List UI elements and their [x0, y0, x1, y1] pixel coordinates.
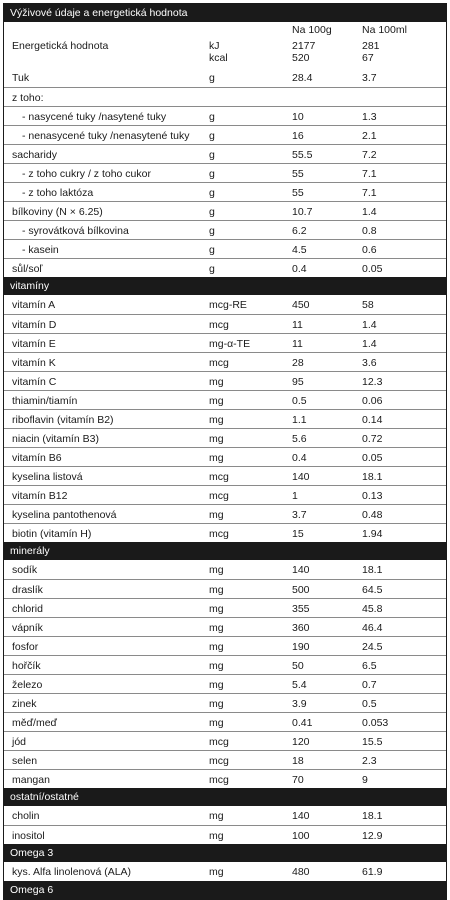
- value-per-100g: 11: [292, 319, 303, 331]
- nutrient-name: bílkoviny (N × 6.25): [12, 206, 103, 218]
- value-per-100ml: 9: [362, 774, 368, 786]
- value-per-100g: 10.7: [292, 206, 313, 218]
- energy-unit-kj: kJ: [209, 40, 220, 52]
- value-per-100g: 95: [292, 376, 304, 388]
- column-header-per-100ml: Na 100ml: [362, 24, 407, 36]
- nutrient-unit: mg: [209, 452, 224, 464]
- omega3-list: [4, 862, 446, 881]
- table-row: [4, 201, 446, 220]
- nutrient-unit: mg: [209, 866, 224, 878]
- nutrient-unit: g: [209, 244, 215, 256]
- nutrient-name: - nasycené tuky /nasytené tuky: [22, 111, 167, 123]
- nutrient-name: sacharidy: [12, 149, 57, 161]
- value-per-100g: 0.5: [292, 395, 307, 407]
- nutrient-unit: mg: [209, 679, 224, 691]
- nutrient-name: riboflavin (vitamín B2): [12, 414, 114, 426]
- table-row: [4, 428, 446, 447]
- value-per-100ml: 1.4: [362, 319, 377, 331]
- value-per-100g: 500: [292, 584, 310, 596]
- value-per-100ml: 15.5: [362, 736, 383, 748]
- nutrient-name: vitamín B6: [12, 452, 62, 464]
- nutrient-name: kyselina pantothenová: [12, 509, 117, 521]
- nutrient-unit: mg: [209, 622, 224, 634]
- nutrient-unit: mg: [209, 660, 224, 672]
- nutrient-name: mangan: [12, 774, 50, 786]
- table-row: [4, 617, 446, 636]
- nutrient-name: vitamín B12: [12, 490, 68, 502]
- table-row: [4, 333, 446, 352]
- value-per-100ml: 1.3: [362, 111, 377, 123]
- nutrient-name: - kasein: [22, 244, 59, 256]
- nutrient-name: vitamín A: [12, 299, 56, 311]
- nutrient-name: fosfor: [12, 641, 39, 653]
- table-row: [4, 579, 446, 598]
- energy-kcal-per-100ml: 67: [362, 52, 374, 64]
- nutrient-name: vitamín C: [12, 376, 57, 388]
- value-per-100ml: [362, 92, 442, 106]
- value-per-100ml: 1.94: [362, 528, 383, 540]
- omega3-header: Omega 3: [4, 844, 446, 862]
- nutrient-unit: mcg: [209, 319, 229, 331]
- energy-label: Energetická hodnota: [12, 40, 109, 52]
- value-per-100g: 0.41: [292, 717, 313, 729]
- nutrient-unit: mg: [209, 395, 224, 407]
- nutrient-name: selen: [12, 755, 38, 767]
- value-per-100ml: 0.05: [362, 452, 383, 464]
- table-row: [4, 693, 446, 712]
- table-row: [4, 239, 446, 258]
- value-per-100g: 5.6: [292, 433, 307, 445]
- table-row: [4, 523, 446, 542]
- table-row: [4, 125, 446, 144]
- value-per-100ml: 3.6: [362, 357, 377, 369]
- table-row: [4, 825, 446, 844]
- nutrient-unit: g: [209, 72, 215, 84]
- nutrient-name: - syrovátková bílkovina: [22, 225, 129, 237]
- nutrient-unit: mcg: [209, 755, 229, 767]
- other-header: ostatní/ostatné: [4, 788, 446, 806]
- nutrient-name: z toho:: [12, 92, 44, 104]
- value-per-100ml: 0.7: [362, 679, 377, 691]
- value-per-100g: 55: [292, 168, 304, 180]
- table-row: [4, 750, 446, 769]
- nutrient-name: kyselina listová: [12, 471, 83, 483]
- value-per-100g: 55: [292, 187, 304, 199]
- nutrient-name: vitamín E: [12, 338, 56, 350]
- value-per-100g: 100: [292, 830, 310, 842]
- table-row: [4, 258, 446, 277]
- nutrient-unit: mg: [209, 641, 224, 653]
- value-per-100ml: 0.053: [362, 717, 389, 729]
- value-per-100ml: 0.8: [362, 225, 377, 237]
- value-per-100g: 28.4: [292, 72, 313, 84]
- omega6-header: Omega 6: [4, 881, 446, 899]
- value-per-100g: 450: [292, 299, 310, 311]
- value-per-100g: 140: [292, 471, 310, 483]
- value-per-100g: 10: [292, 111, 304, 123]
- nutrient-unit: mcg: [209, 357, 229, 369]
- nutrient-unit: g: [209, 187, 215, 199]
- nutrient-name: vitamín D: [12, 319, 57, 331]
- nutrient-unit: g: [209, 149, 215, 161]
- table-row: [4, 163, 446, 182]
- nutrient-unit: mg: [209, 717, 224, 729]
- table-row: [4, 655, 446, 674]
- nutrient-name: Tuk: [12, 72, 30, 84]
- nutrient-unit: mg: [209, 376, 224, 388]
- energy-unit-kcal: kcal: [209, 52, 228, 64]
- table-row: [4, 371, 446, 390]
- nutrient-name: sodík: [12, 564, 38, 576]
- value-per-100g: 3.9: [292, 698, 307, 710]
- nutrient-name: měď/meď: [12, 717, 57, 729]
- nutrient-unit: g: [209, 206, 215, 218]
- nutrient-unit: mg: [209, 564, 224, 576]
- value-per-100ml: 46.4: [362, 622, 383, 634]
- nutrient-name: - nenasycené tuky /nenasytené tuky: [22, 130, 190, 142]
- value-per-100g: 355: [292, 603, 310, 615]
- value-per-100ml: 18.1: [362, 564, 383, 576]
- value-per-100g: [292, 92, 362, 106]
- vitamins-header: vitamíny: [4, 277, 446, 295]
- value-per-100g: 50: [292, 660, 304, 672]
- value-per-100g: 140: [292, 810, 310, 822]
- table-row: [4, 409, 446, 428]
- value-per-100g: 0.4: [292, 263, 307, 275]
- nutrient-unit: g: [209, 168, 215, 180]
- energy-kj-per-100ml: 281: [362, 40, 380, 52]
- table-row: [4, 106, 446, 125]
- value-per-100ml: 0.6: [362, 244, 377, 256]
- value-per-100g: 18: [292, 755, 304, 767]
- value-per-100ml: 24.5: [362, 641, 383, 653]
- table-row: [4, 447, 446, 466]
- value-per-100ml: 0.13: [362, 490, 383, 502]
- table-row: [4, 87, 446, 106]
- nutrient-unit: g: [209, 263, 215, 275]
- value-per-100g: 55.5: [292, 149, 313, 161]
- value-per-100g: 15: [292, 528, 304, 540]
- other-list: [4, 806, 446, 844]
- column-header-row: [4, 22, 446, 38]
- value-per-100g: 6.2: [292, 225, 307, 237]
- value-per-100g: 360: [292, 622, 310, 634]
- nutrient-unit: mcg: [209, 736, 229, 748]
- value-per-100ml: 2.3: [362, 755, 377, 767]
- value-per-100g: 11: [292, 338, 303, 350]
- value-per-100g: 4.5: [292, 244, 307, 256]
- table-title: Výživové údaje a energetická hodnota: [4, 4, 446, 22]
- table-row: [4, 712, 446, 731]
- value-per-100g: 1: [292, 490, 298, 502]
- value-per-100g: 0.4: [292, 452, 307, 464]
- vitamins-list: [4, 295, 446, 542]
- value-per-100ml: 0.05: [362, 263, 383, 275]
- value-per-100ml: 64.5: [362, 584, 383, 596]
- table-row: [4, 466, 446, 485]
- nutrient-name: železo: [12, 679, 43, 691]
- nutrient-unit: mg: [209, 433, 224, 445]
- value-per-100ml: 61.9: [362, 866, 383, 878]
- value-per-100g: 70: [292, 774, 304, 786]
- value-per-100g: 1.1: [292, 414, 307, 426]
- table-row: [4, 731, 446, 750]
- minerals-list: [4, 560, 446, 788]
- nutrient-name: inositol: [12, 830, 45, 842]
- value-per-100g: 120: [292, 736, 310, 748]
- value-per-100ml: 1.4: [362, 338, 377, 350]
- table-row: [4, 220, 446, 239]
- nutrient-unit: mg: [209, 603, 224, 615]
- table-row: [4, 295, 446, 314]
- value-per-100ml: 2.1: [362, 130, 377, 142]
- value-per-100g: 16: [292, 130, 304, 142]
- value-per-100ml: 7.1: [362, 187, 377, 199]
- nutrient-unit: mcg-RE: [209, 299, 247, 311]
- value-per-100ml: 45.8: [362, 603, 383, 615]
- value-per-100g: 5.4: [292, 679, 307, 691]
- nutrient-name: cholin: [12, 810, 40, 822]
- value-per-100ml: 0.5: [362, 698, 377, 710]
- nutrient-unit: mcg: [209, 490, 229, 502]
- value-per-100ml: 7.1: [362, 168, 377, 180]
- value-per-100g: 480: [292, 866, 310, 878]
- value-per-100ml: 12.9: [362, 830, 383, 842]
- table-row: [4, 598, 446, 617]
- nutrient-name: hořčík: [12, 660, 41, 672]
- value-per-100ml: 1.4: [362, 206, 377, 218]
- nutrient-unit: g: [209, 111, 215, 123]
- nutrient-unit: g: [209, 225, 215, 237]
- value-per-100ml: 12.3: [362, 376, 383, 388]
- minerals-header: minerály: [4, 542, 446, 560]
- table-row: [4, 68, 446, 87]
- table-row: [4, 504, 446, 523]
- value-per-100ml: 6.5: [362, 660, 377, 672]
- nutrient-name: biotin (vitamín H): [12, 528, 92, 540]
- value-per-100ml: 18.1: [362, 471, 383, 483]
- table-row: [4, 390, 446, 409]
- energy-row: [4, 38, 446, 68]
- nutrient-name: jód: [12, 736, 27, 748]
- value-per-100ml: 0.72: [362, 433, 383, 445]
- nutrient-name: chlorid: [12, 603, 43, 615]
- table-row: [4, 806, 446, 825]
- nutrient-unit: mg: [209, 509, 224, 521]
- nutrient-unit: mg: [209, 698, 224, 710]
- nutrient-name: thiamin/tiamín: [12, 395, 78, 407]
- column-header-unit: [209, 24, 292, 38]
- table-row: [4, 352, 446, 371]
- nutrient-name: zinek: [12, 698, 37, 710]
- nutrient-name: kys. Alfa linolenová (ALA): [12, 866, 132, 878]
- nutrient-name: niacin (vitamín B3): [12, 433, 99, 445]
- table-row: [4, 769, 446, 788]
- main-nutrients: [4, 68, 446, 277]
- nutrient-unit: mcg: [209, 774, 229, 786]
- nutrient-name: - z toho laktóza: [22, 187, 94, 199]
- table-row: [4, 636, 446, 655]
- column-header-per-100g: Na 100g: [292, 24, 332, 36]
- nutrient-unit: mg: [209, 414, 224, 426]
- table-row: [4, 560, 446, 579]
- value-per-100g: 140: [292, 564, 310, 576]
- nutrient-unit: mg: [209, 810, 224, 822]
- value-per-100ml: 7.2: [362, 149, 377, 161]
- value-per-100ml: 58: [362, 299, 374, 311]
- nutrient-unit: [209, 92, 292, 106]
- nutrient-unit: mg: [209, 584, 224, 596]
- nutrition-table: [3, 3, 447, 900]
- nutrient-name: vitamín K: [12, 357, 56, 369]
- value-per-100g: 3.7: [292, 509, 307, 521]
- table-row: [4, 485, 446, 504]
- nutrient-name: - z toho cukry / z toho cukor: [22, 168, 151, 180]
- value-per-100g: 28: [292, 357, 304, 369]
- table-row: [4, 674, 446, 693]
- nutrient-name: vápník: [12, 622, 43, 634]
- nutrient-unit: mg-α-TE: [209, 338, 251, 350]
- nutrient-unit: g: [209, 130, 215, 142]
- value-per-100g: 190: [292, 641, 310, 653]
- table-row: [4, 862, 446, 881]
- nutrient-name: sůl/soľ: [12, 263, 43, 275]
- energy-kcal-per-100g: 520: [292, 52, 310, 64]
- energy-kj-per-100g: 2177: [292, 40, 316, 52]
- nutrient-unit: mcg: [209, 471, 229, 483]
- value-per-100ml: 3.7: [362, 72, 377, 84]
- value-per-100ml: 0.14: [362, 414, 383, 426]
- table-row: [4, 144, 446, 163]
- table-row: [4, 314, 446, 333]
- nutrient-unit: mg: [209, 830, 224, 842]
- nutrient-unit: mcg: [209, 528, 229, 540]
- nutrient-name: draslík: [12, 584, 43, 596]
- value-per-100ml: 0.48: [362, 509, 383, 521]
- value-per-100ml: 0.06: [362, 395, 383, 407]
- value-per-100ml: 18.1: [362, 810, 383, 822]
- table-row: [4, 182, 446, 201]
- column-header-name: [4, 24, 209, 38]
